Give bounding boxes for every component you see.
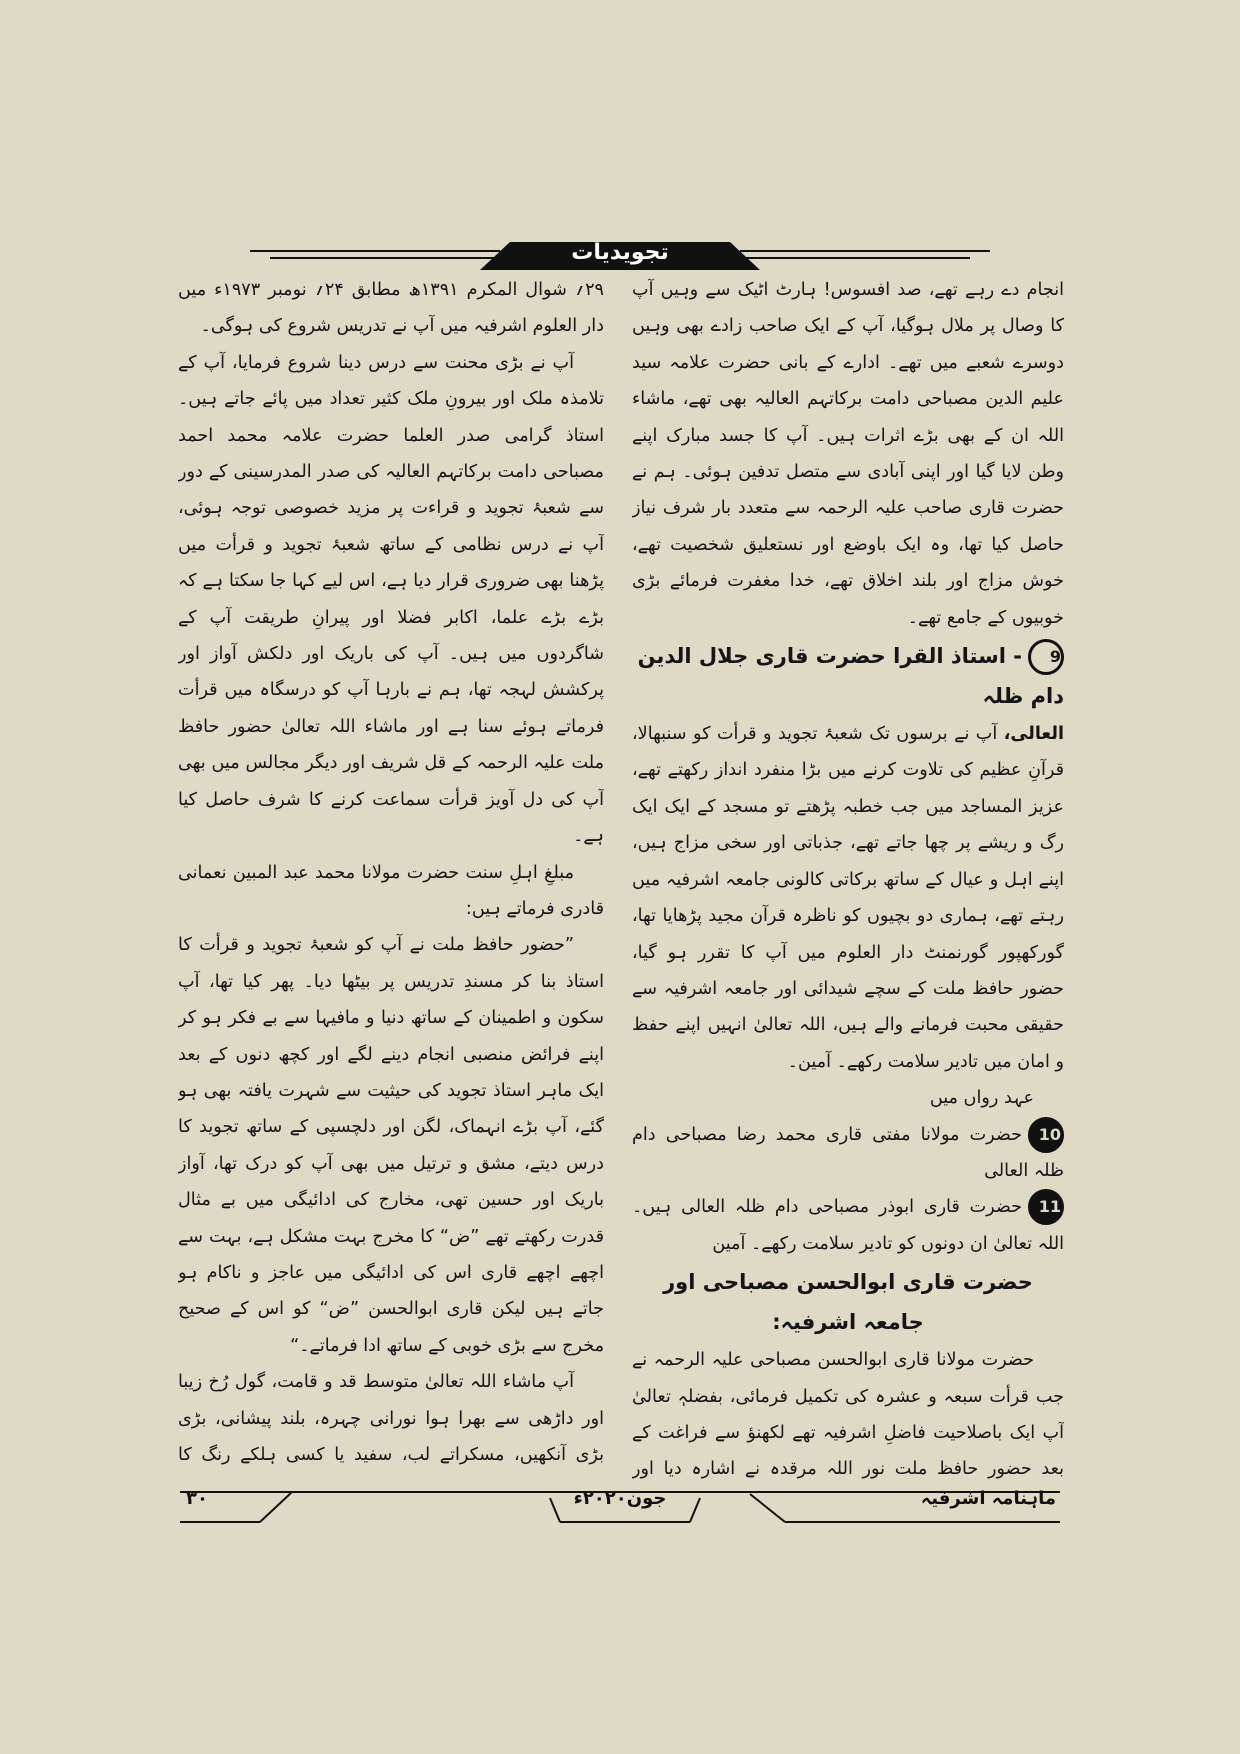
numbered-item [632,1189,1064,1262]
paragraph-text: آپ نے بڑی محنت سے درس دینا شروع فرمایا، آپ کے تلامذہ ملک اور بیرونِ ملک کثیر تعداد میں پائے جاتے ہیں۔ استاذ گرامی صدر العلما حضرت علامہ محمد احمد مصباحی دامت برکاتہم العالیہ کی صدر المدرسینی کے دور سے شعبۂ تجوید و قراءت پر مزید خصوصی توجہ ہوئی، آپ نے درس نظامی کے ساتھ شعبۂ تجوید و قرأت میں پڑھنا بھی ضروری قرار دیا ہے، اس لیے کہا جا سکتا ہے کہ بڑے بڑے علما، اکابر فضلا اور پیرانِ طریقت آپ کے شاگردوں میں ہیں۔ آپ کی باریک اور دلکش آواز اور پرکشش لہجہ تھا، ہم نے بارہا آپ کو درسگاہ میں قرأت فرماتے ہوئے سنا ہے اور ماشاء اللہ تعالیٰ حضور حافظ ملت علیہ الرحمہ کے قل شریف اور دیگر مجالس میں بھی آپ کی دل آویز قرأت سماعت کرنے کا شرف حاصل کیا ہے۔ [178,352,604,847]
footer-issue-date: جون۲۰۲۰ء [573,1488,667,1509]
right-column [632,272,1064,1482]
paragraph-text: عہد رواں میں [929,1088,1034,1109]
paragraph-text: ”حضور حافظ ملت نے آپ کو شعبۂ تجوید و قرأت کا استاذ بنا کر مسندِ تدریس پر بیٹھا دیا۔ پھر کیا تھا، آپ سکون و اطمینان کے ساتھ دنیا و مافیہا سے بے فکر ہو کر اپنے فرائض منصبی انجام دینے لگے اور کچھ دنوں کے بعد ایک ماہر استاذ تجوید کی حیثیت سے شہرت یافتہ بھی ہو گئے، آپ بڑے انہماک، لگن اور دلچسپی کے ساتھ تجوید کا درس دیتے، مشق و ترتیل میں بھی آپ کو درک تھا، آواز باریک اور حسین تھی، مخارج کی ادائیگی میں بے مثال قدرت رکھتے تھے ”ض“ کا مخرج بہت مشکل ہے، بہت سے اچھے اچھے قاری اس کی ادائیگی میں عاجز و ناکام ہو جاتے ہیں لیکن قاری ابوالحسن ”ض“ کو اس کے صحیح مخرج سے بڑی خوبی کے ساتھ ادا فرماتے۔“ [178,935,604,1356]
paragraph [178,927,604,1364]
section-header [180,236,1060,276]
number-badge: 10 [1028,1117,1064,1153]
paragraph [178,1364,604,1482]
paragraph-text: حضرت قاری ابوالحسن مصباحی اور جامعہ اشرفیہ: [663,1270,1033,1335]
paragraph [632,272,1064,636]
left-column [178,272,604,1482]
paragraph-text: حضرت مولانا قاری ابوالحسن مصباحی علیہ الرحمہ نے جب قرأت سبعہ و عشرہ کی تکمیل فرمائی، بفضلہٖ تعالیٰ آپ ایک باصلاحیت فاضلِ اشرفیہ تھے لکھنؤ سے فراغت کے بعد حضور حافظ ملت نور اللہ مرقدہ نے اشارہ دیا اور [632,1350,1064,1480]
page-footer [180,1488,1060,1528]
paragraph [632,1342,1064,1482]
paragraph [178,345,604,855]
paragraph-text: - استاذ القرا حضرت قاری جلال الدین دام ظلہ [637,644,1064,709]
paragraph-text: آپ ماشاء اللہ تعالیٰ متوسط قد و قامت، گول رُخ زیبا اور داڑھی سے بھرا ہوا نورانی چہرہ، بلند پیشانی، بڑی بڑی آنکھیں، مسکراتے لب، سفید یا کسی ہلکے رنگ کا [178,1372,604,1465]
footer-page-number: ۳۰ [186,1488,208,1509]
number-badge: 9 [1028,639,1064,675]
paragraph [632,716,1064,1080]
numbered-item [632,1117,1064,1190]
section-heading [632,1262,1064,1342]
section-heading [632,636,1064,716]
paragraph-text: آپ نے برسوں تک شعبۂ تجوید و قرأت کو سنبھالا، قرآنِ عظیم کی تلاوت کرنے میں بڑا منفرد انداز رکھتے تھے، عزیز المساجد میں جب خطبہ پڑھتے تو مسجد کے ایک ایک رگ و ریشے پر چھا جاتے تھے، جذباتی اور سخی مزاج ہیں، اپنے اہل و عیال کے ساتھ برکاتی کالونی جامعہ اشرفیہ میں رہتے تھے، ہماری دو بچیوں کو ناظرہ قرآن مجید پڑھایا تھا، گورکھپور گورنمنٹ دار العلوم میں آپ کا تقرر ہو گیا، حضور حافظ ملت کے سچے شیدائی اور جامعہ اشرفیہ سے حقیقی محبت فرمانے والے ہیں، اللہ تعالیٰ انہیں اپنے حفظ و امان میں تادیر سلامت رکھے۔ آمین۔ [632,724,1064,1072]
paragraph-text: انجام دے رہے تھے، صد افسوس! ہارٹ اٹیک سے وہیں آپ کا وصال پر ملال ہوگیا، آپ کے ایک صاحب زادے بھی وہیں دوسرے شعبے میں تھے۔ ادارے کے بانی حضرت علامہ سید علیم الدین مصباحی دامت برکاتہم العالیہ بھی تھے، ماشاء اللہ ان کے بھی بڑے اثرات ہیں۔ آپ کا جسد مبارک اپنے وطن لایا گیا اور اپنی آبادی سے متصل تدفین ہوئی۔ ہم نے حضرت قاری صاحب علیہ الرحمہ سے متعدد بار شرف نیاز حاصل کیا تھا، وہ ایک باوضع اور نستعلیق شخصیت تھے، خوش مزاج اور بلند اخلاق تھے، خدا مغفرت فرمائے بڑی خوبیوں کے جامع تھے۔ [632,280,1064,628]
paragraph [632,1080,1064,1116]
footer-magazine-name: ماہنامہ اشرفیہ [920,1488,1056,1509]
paragraph-text: حضرت مولانا مفتی قاری محمد رضا مصباحی دام ظلہ العالی [632,1124,1064,1181]
number-badge: 11 [1028,1189,1064,1225]
paragraph-text: مبلغِ اہلِ سنت حضرت مولانا محمد عبد المبین نعمانی قادری فرماتے ہیں: [178,862,604,919]
paragraph-text: ۲۹؍ شوال المکرم ۱۳۹۱ھ مطابق ۲۴؍ نومبر ۱۹۷۳ء میں دار العلوم اشرفیہ میں آپ نے تدریس شروع کی ہوگی۔ [178,280,604,337]
paragraph [178,272,604,345]
paragraph-text: حضرت قاری ابوذر مصباحی دام ظلہ العالی ہیں۔ اللہ تعالیٰ ان دونوں کو تادیر سلامت رکھے۔ آمین [632,1197,1064,1254]
paragraph [178,855,604,928]
section-title: تجویدیات [571,240,669,265]
lead-text: العالی، [1003,724,1064,745]
